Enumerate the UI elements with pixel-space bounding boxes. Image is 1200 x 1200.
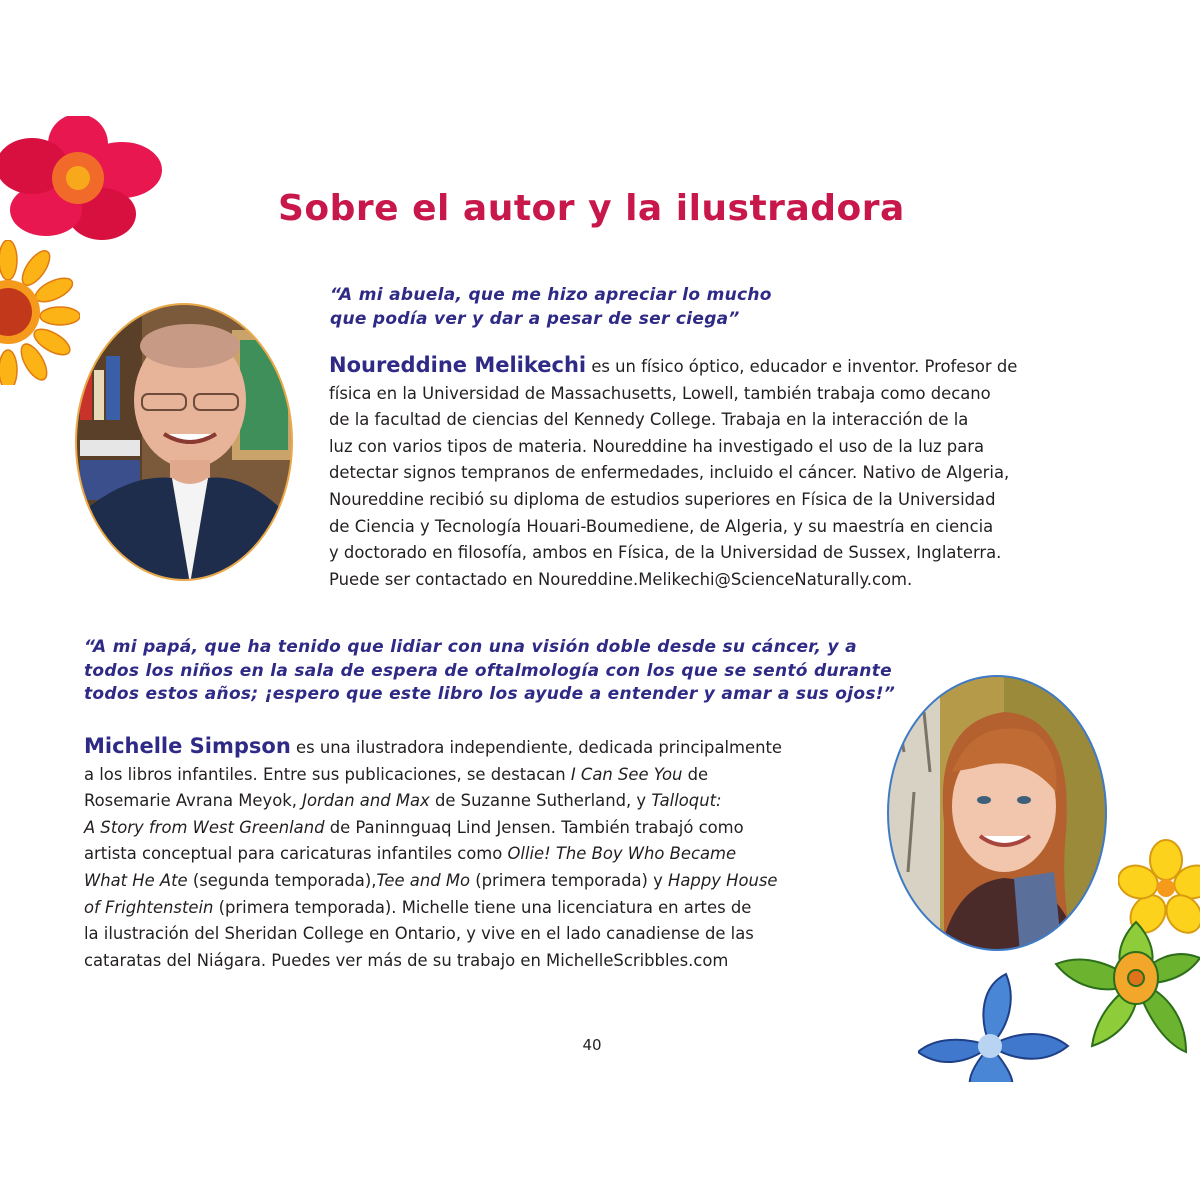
author-name: Noureddine Melikechi xyxy=(329,353,587,377)
red-flower-icon xyxy=(0,116,170,241)
bio-line: es un físico óptico, educador e inventor. Profesor de xyxy=(586,357,1018,376)
author-bio xyxy=(329,352,1119,593)
bio-line: es una ilustradora independiente, dedicada principalmente xyxy=(290,738,782,757)
bio-line: cataratas del Niágara. Puedes ver más de su trabajo en MichelleScribbles.com xyxy=(84,950,729,970)
show-title: What He Ate xyxy=(84,870,188,890)
bio-line: la ilustración del Sheridan College en Ontario, y vive en el lado canadiense de las xyxy=(84,924,754,944)
bio-line: (primera temporada). Michelle tiene una licenciatura en artes de xyxy=(213,897,752,917)
illustrator-quote-line: “A mi papá, que ha tenido que lidiar con una visión doble desde su cáncer, y a xyxy=(84,637,857,657)
page-number: 40 xyxy=(582,1036,602,1054)
illustrator-dedication-quote xyxy=(84,636,924,707)
bio-line: (segunda temporada), xyxy=(187,870,377,890)
bio-line: Rosemarie Avrana Meyok, xyxy=(84,791,303,811)
show-title: Ollie! The Boy Who Became xyxy=(507,844,737,864)
bio-line: y doctorado en filosofía, ambos en Física, de la Universidad de Sussex, Inglaterra. xyxy=(329,543,1002,563)
illustrator-quote-line: todos los niños en la sala de espera de oftalmología con los que se sentó durante xyxy=(84,660,892,681)
author-quote-line: que podía ver y dar a pesar de ser ciega” xyxy=(330,309,740,329)
author-portrait xyxy=(72,300,296,584)
illustrator-bio xyxy=(84,733,864,974)
illustrator-quote-line: todos estos años; ¡espero que este libro los ayude a entender y amar a sus ojos!” xyxy=(84,684,896,704)
show-title: Tee and Mo xyxy=(376,870,471,890)
bio-line: de xyxy=(682,764,709,784)
bio-line: a los libros infantiles. Entre sus publicaciones, se destacan xyxy=(84,764,571,784)
illustrator-portrait xyxy=(884,672,1110,954)
bio-line: de Suzanne Sutherland, y xyxy=(429,791,652,811)
author-dedication-quote xyxy=(330,283,890,331)
bio-line: luz con varios tipos de materia. Noureddine ha investigado el uso de la luz para xyxy=(329,436,985,456)
page-title: Sobre el autor y la ilustradora xyxy=(278,188,905,229)
bio-line: de Paninnguaq Lind Jensen. También trabajó como xyxy=(324,817,744,837)
bio-line: detectar signos tempranos de enfermedades, incluido el cáncer. Nativo de Algeria, xyxy=(329,463,1010,483)
bio-line: artista conceptual para caricaturas infantiles como xyxy=(84,844,508,864)
book-title: I Can See You xyxy=(570,764,683,784)
bio-line: física en la Universidad de Massachusetts, Lowell, también trabaja como decano xyxy=(329,383,991,403)
book-title: Talloqut: xyxy=(651,791,722,811)
blue-flower-icon xyxy=(918,972,1073,1082)
bio-line: de la facultad de ciencias del Kennedy College. Trabaja en la interacción de la xyxy=(329,410,969,430)
bio-line: (primera temporada) y xyxy=(470,870,669,890)
bio-line: Puede ser contactado en Noureddine.Melikechi@ScienceNaturally.com. xyxy=(329,569,913,589)
yellow-sunflower-icon xyxy=(0,240,80,385)
bio-line: Noureddine recibió su diploma de estudios superiores en Física de la Universidad xyxy=(329,489,996,509)
show-title: Happy House xyxy=(668,870,778,890)
bio-line: de Ciencia y Tecnología Houari-Boumediene, de Algeria, y su maestría en ciencia xyxy=(329,516,994,536)
show-title: of Frightenstein xyxy=(84,897,214,917)
book-title: A Story from West Greenland xyxy=(84,817,325,837)
illustrator-name: Michelle Simpson xyxy=(84,734,291,758)
author-quote-line: “A mi abuela, que me hizo apreciar lo mucho xyxy=(330,285,772,305)
book-title: Jordan and Max xyxy=(302,791,430,811)
